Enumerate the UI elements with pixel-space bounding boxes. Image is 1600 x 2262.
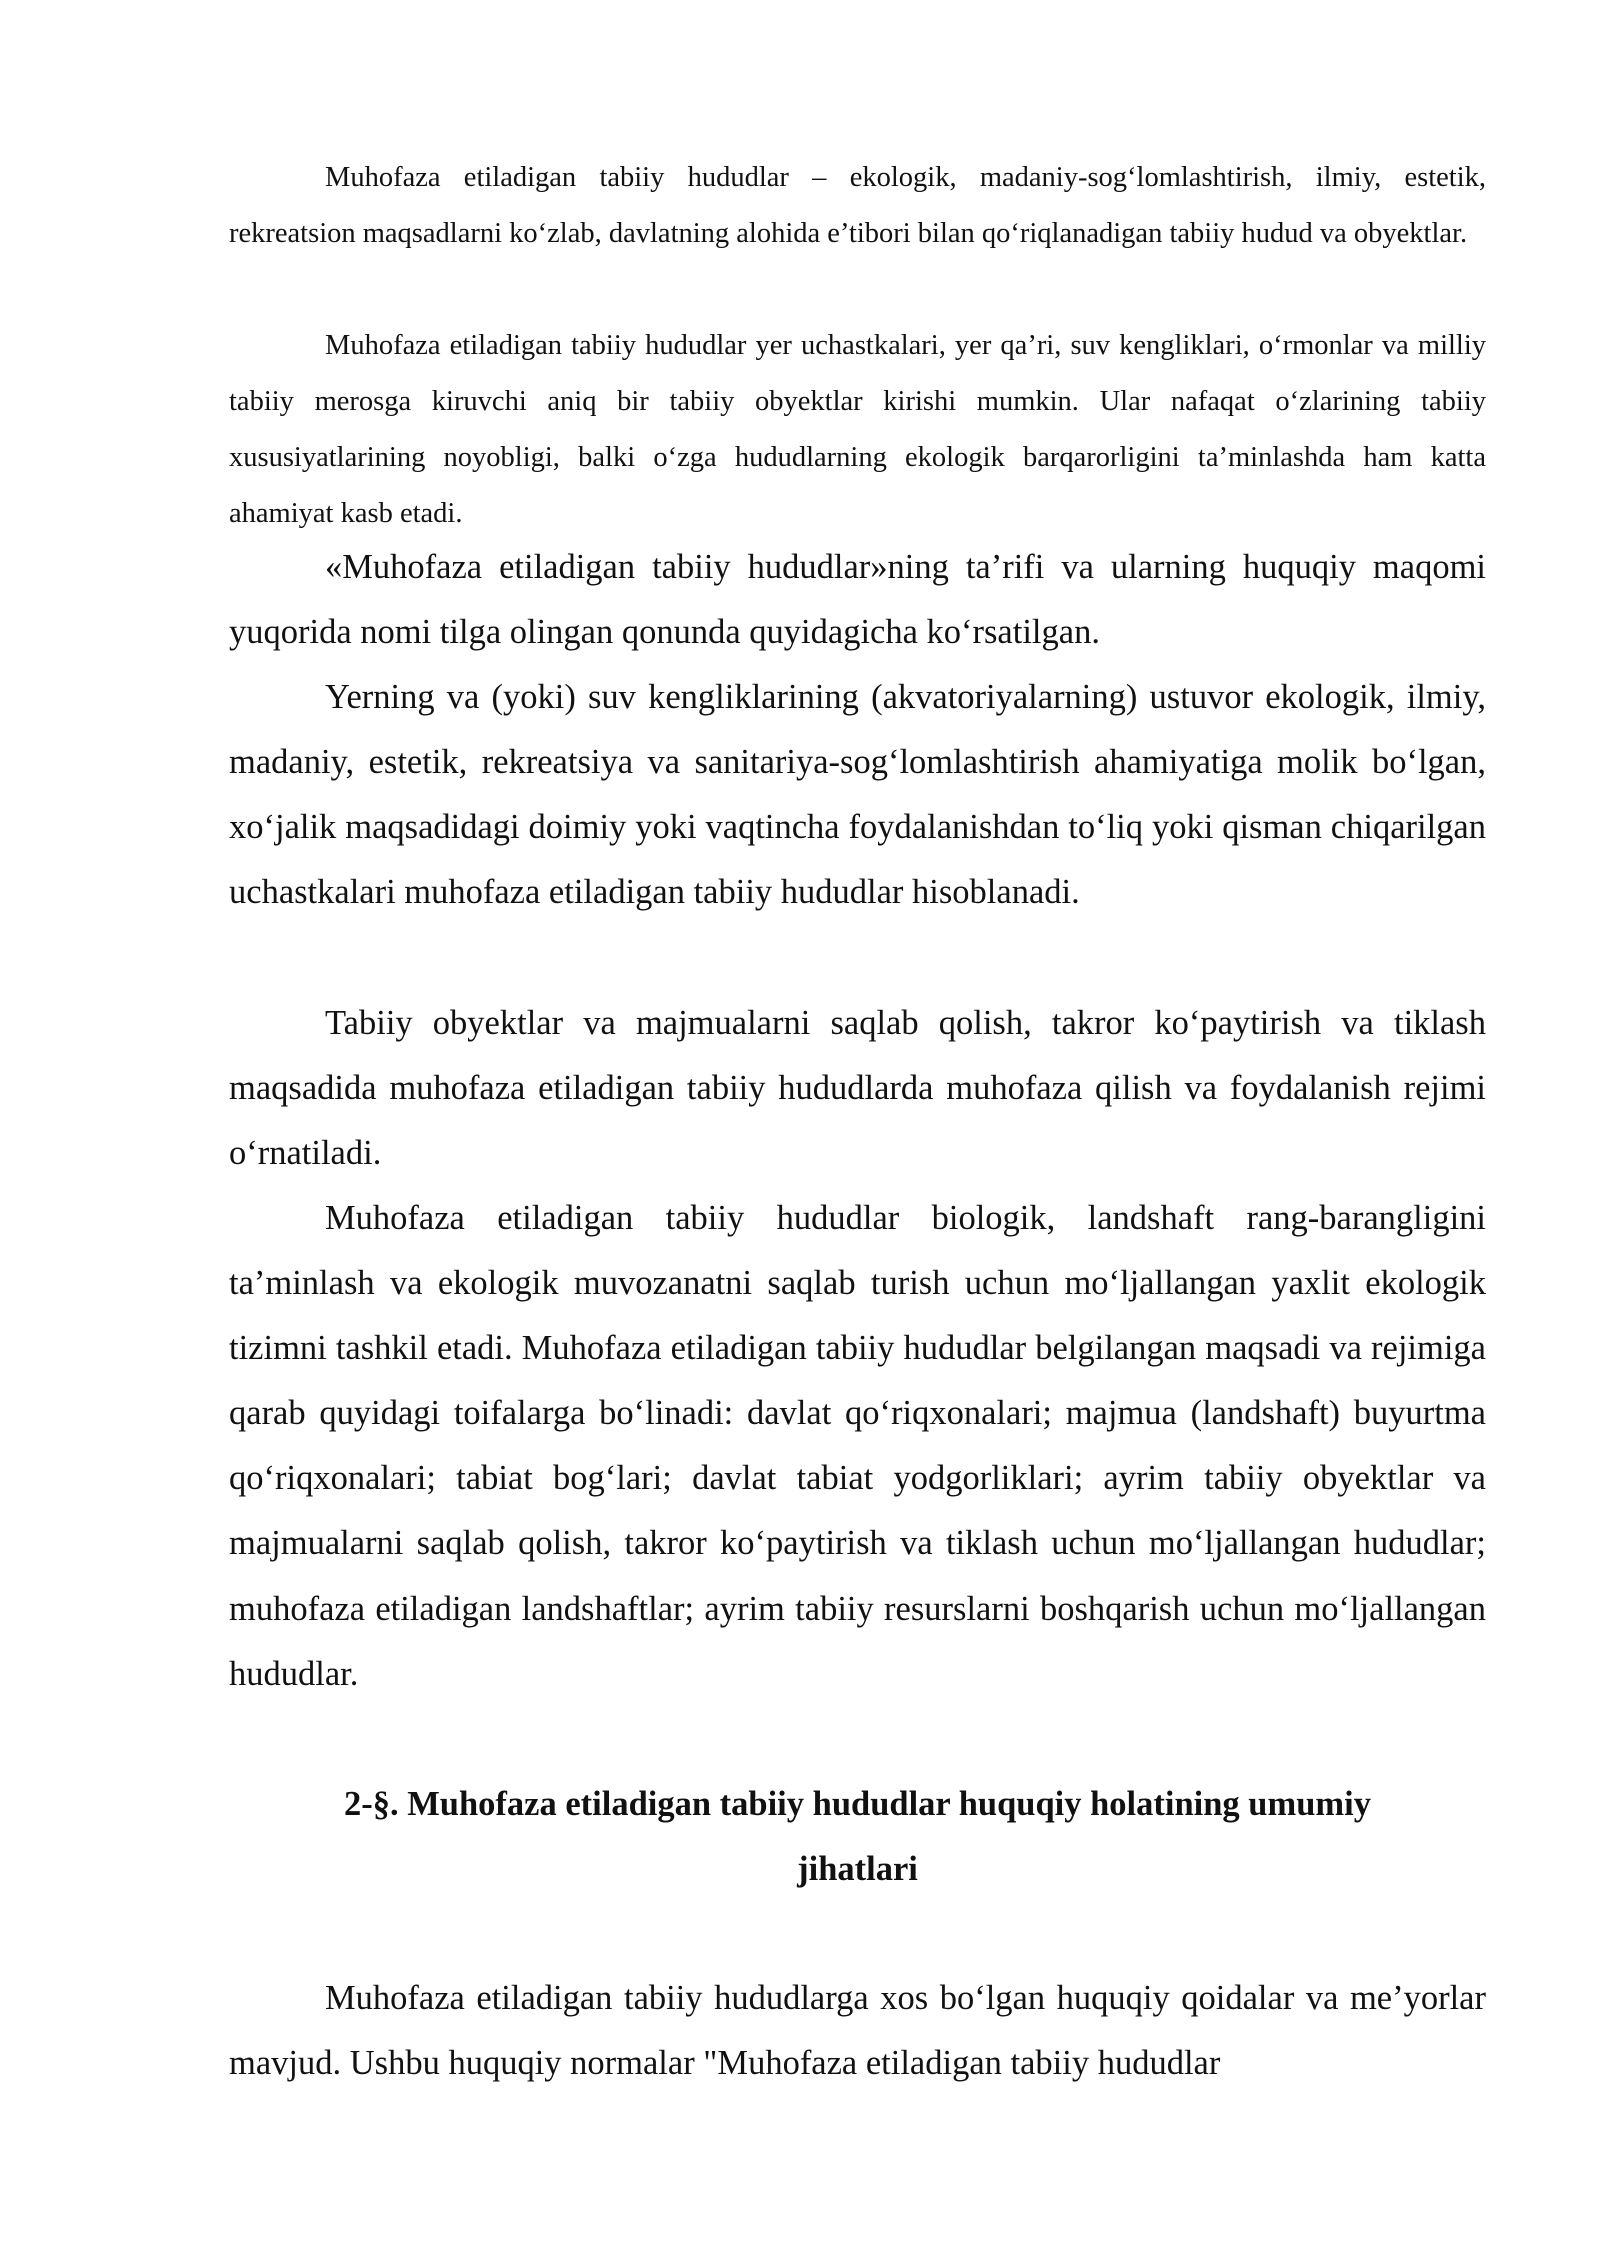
- section-heading-line-2: jihatlari: [797, 1850, 918, 1889]
- paragraph-components: Muhofaza etiladigan tabiiy hududlar yer uchastkalari, yer qa’ri, suv kengliklari, o‘rmonlar va milliy tabiiy merosga kiruvchi aniq bir tabiiy obyektlar kirishi mumkin. Ular nafaqat o‘zlarining tabiiy xususiyatlarining noyobligi, balki o‘zga hududlarning ekologik barqarorligini ta’minlashda ham katta ahamiyat kasb etadi.: [229, 330, 1486, 529]
- paragraph-legal-status: «Muhofaza etiladigan tabiiy hududlar»ning ta’rifi va ularning huquqiy maqomi yuqorida nomi tilga olingan qonunda quyidagicha ko‘rsatilgan.: [229, 548, 1486, 652]
- paragraph-legal-norms: Muhofaza etiladigan tabiiy hududlarga xos bo‘lgan huquqiy qoidalar va me’yorlar mavjud. Ushbu huquqiy normalar "Muhofaza etiladigan tabiiy hududlar: [229, 1979, 1486, 2083]
- paragraph-definition: Muhofaza etiladigan tabiiy hududlar – ekologik, madaniy-sog‘lomlashtirish, ilmiy, estetik, rekreatsion maqsadlarni ko‘zlab, davlatning alohida e’tibori bilan qo‘riqlanadigan tabiiy hudud va obyektlar.: [229, 162, 1486, 249]
- paragraph-categories: Muhofaza etiladigan tabiiy hududlar biologik, landshaft rang-barangligini ta’minlash va ekologik muvozanatni saqlab turish uchun mo‘ljallangan yaxlit ekologik tizimni tashkil etadi. Muhofaza etiladigan tabiiy hududlar belgilangan maqsadi va rejimiga qarab quyidagi toifalarga bo‘linadi: davlat qo‘riqxonalari; majmua (landshaft) buyurtma qo‘riqxonalari; tabiat bog‘lari; davlat tabiat yodgorliklari; ayrim tabiiy obyektlar va majmualarni saqlab qolish, takror ko‘paytirish va tiklash uchun mo‘ljallangan hududlar; muhofaza etiladigan landshaftlar; ayrim tabiiy resurslarni boshqarish uchun mo‘ljallangan hududlar.: [229, 1199, 1486, 1693]
- section-heading-line-1: 2-§. Muhofaza etiladigan tabiiy hududlar huquqiy holatining umumiy: [344, 1785, 1371, 1823]
- section-heading: [229, 1772, 1486, 1902]
- paragraph-protection-regime: Tabiiy obyektlar va majmualarni saqlab qolish, takror ko‘paytirish va tiklash maqsadida muhofaza etiladigan tabiiy hududlarda muhofaza qilish va foydalanish rejimi o‘rnatiladi.: [229, 1004, 1486, 1173]
- paragraph-land-water: Yerning va (yoki) suv kengliklarining (akvatoriyalarning) ustuvor ekologik, ilmiy, madaniy, estetik, rekreatsiya va sanitariya-sog‘lomlashtirish ahamiyatiga molik bo‘lgan, xo‘jalik maqsadidagi doimiy yoki vaqtincha foydalanishdan to‘liq yoki qisman chiqarilgan uchastkalari muhofaza etiladigan tabiiy hududlar hisoblanadi.: [229, 678, 1486, 912]
